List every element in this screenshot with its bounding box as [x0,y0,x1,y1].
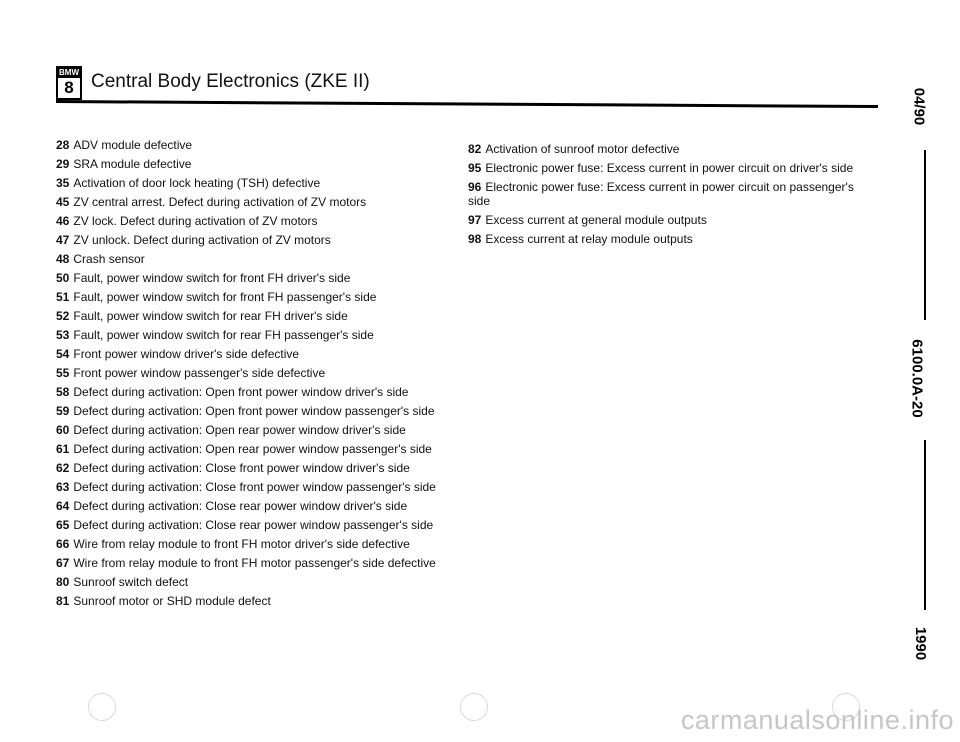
fault-code-description: Fault, power window switch for rear FH passenger's side [73,328,374,342]
fault-code-description: Crash sensor [73,252,145,266]
sidebar-divider [924,150,926,320]
fault-code-number: 28 [56,138,70,152]
fault-code-item [56,271,456,285]
fault-code-description: Front power window driver's side defective [73,347,300,361]
fault-code-item [56,537,456,551]
fault-code-item [56,347,456,361]
fault-code-item [56,138,456,152]
fault-code-item [56,309,456,323]
fault-code-number: 63 [56,480,70,494]
fault-code-description: Fault, power window switch for front FH driver's side [73,271,351,285]
fault-code-number: 97 [468,213,482,227]
fault-code-number: 48 [56,252,70,266]
fault-code-number: 62 [56,461,70,475]
fault-code-item [56,290,456,304]
fault-code-description: Electronic power fuse: Excess current in power circuit on driver's side [485,161,854,175]
fault-code-description: Activation of sunroof motor defective [485,142,680,156]
fault-code-number: 46 [56,214,70,228]
fault-code-number: 82 [468,142,482,156]
fault-code-description: Sunroof switch defect [73,575,189,589]
fault-code-description: Defect during activation: Open front power window driver's side [73,385,409,399]
fault-code-item [468,232,858,246]
fault-code-description: Wire from relay module to front FH motor passenger's side defective [73,556,436,570]
fault-code-item [56,328,456,342]
fault-code-description: ADV module defective [73,138,193,152]
fault-code-item [468,213,858,227]
fault-code-description: Defect during activation: Close rear power window driver's side [73,499,408,513]
fault-code-item [56,575,456,589]
fault-code-number: 65 [56,518,70,532]
fault-code-number: 47 [56,233,70,247]
fault-code-number: 80 [56,575,70,589]
fault-code-number: 66 [56,537,70,551]
punch-hole [88,693,116,721]
fault-code-description: SRA module defective [73,157,192,171]
logo-brand: BMW [59,68,79,77]
fault-code-item [56,176,456,190]
fault-code-number: 52 [56,309,70,323]
fault-code-description: Defect during activation: Open rear power window passenger's side [73,442,432,456]
page-sidebar [908,80,940,680]
fault-code-number: 61 [56,442,70,456]
bmw-logo [56,66,82,100]
fault-code-item [468,180,858,208]
fault-code-item [56,480,456,494]
fault-code-item [56,404,456,418]
sidebar-divider [924,440,926,610]
fault-code-number: 81 [56,594,70,608]
fault-code-item [56,442,456,456]
fault-code-description: Defect during activation: Open rear power window driver's side [73,423,406,437]
fault-code-item [56,252,456,266]
fault-list-right [468,142,858,251]
fault-code-number: 55 [56,366,70,380]
fault-code-number: 45 [56,195,70,209]
fault-code-description: Electronic power fuse: Excess current in power circuit on passenger's side [468,180,854,208]
fault-code-description: Wire from relay module to front FH motor driver's side defective [73,537,410,551]
fault-code-number: 98 [468,232,482,246]
page-title: Central Body Electronics (ZKE II) [91,71,370,92]
fault-code-number: 67 [56,556,70,570]
fault-code-item [56,233,456,247]
sidebar-year: 1990 [912,626,930,661]
fault-code-item [56,366,456,380]
fault-code-item [56,157,456,171]
fault-code-item [56,594,456,608]
fault-code-number: 50 [56,271,70,285]
fault-code-number: 95 [468,161,482,175]
fault-code-description: Defect during activation: Close front power window driver's side [73,461,410,475]
watermark: carmanualsonline.info [680,705,954,735]
fault-code-number: 58 [56,385,70,399]
fault-code-description: Excess current at relay module outputs [485,232,693,246]
punch-hole [460,693,488,721]
header-rule [56,100,878,108]
fault-code-number: 51 [56,290,70,304]
fault-code-description: Sunroof motor or SHD module defect [73,594,271,608]
fault-code-item [56,556,456,570]
fault-list-left [56,138,456,613]
fault-code-item [56,423,456,437]
fault-code-item [468,142,858,156]
fault-code-number: 59 [56,404,70,418]
sidebar-page-code: 6100.0A-20 [908,339,926,418]
fault-code-number: 96 [468,180,482,194]
fault-code-item [56,518,456,532]
fault-code-item [56,195,456,209]
fault-code-item [56,499,456,513]
fault-code-description: Front power window passenger's side defective [73,366,326,380]
fault-code-description: Defect during activation: Open front power window passenger's side [73,404,435,418]
fault-code-number: 53 [56,328,70,342]
fault-code-description: ZV lock. Defect during activation of ZV motors [73,214,318,228]
fault-code-description: ZV central arrest. Defect during activation of ZV motors [73,195,367,209]
fault-code-number: 29 [56,157,70,171]
fault-code-item [56,214,456,228]
fault-code-description: Fault, power window switch for front FH passenger's side [73,290,377,304]
sidebar-date: 04/90 [910,87,928,126]
fault-code-number: 35 [56,176,70,190]
fault-code-number: 64 [56,499,70,513]
fault-code-description: ZV unlock. Defect during activation of ZV motors [73,233,331,247]
logo-number: 8 [64,78,74,97]
fault-code-description: Activation of door lock heating (TSH) defective [73,176,321,190]
fault-code-description: Defect during activation: Close front power window passenger's side [73,480,436,494]
fault-code-item [468,161,858,175]
fault-code-number: 60 [56,423,70,437]
fault-code-number: 54 [56,347,70,361]
fault-code-description: Defect during activation: Close rear power window passenger's side [73,518,434,532]
fault-code-item [56,461,456,475]
fault-code-description: Fault, power window switch for rear FH driver's side [73,309,348,323]
fault-code-description: Excess current at general module outputs [485,213,707,227]
fault-code-item [56,385,456,399]
